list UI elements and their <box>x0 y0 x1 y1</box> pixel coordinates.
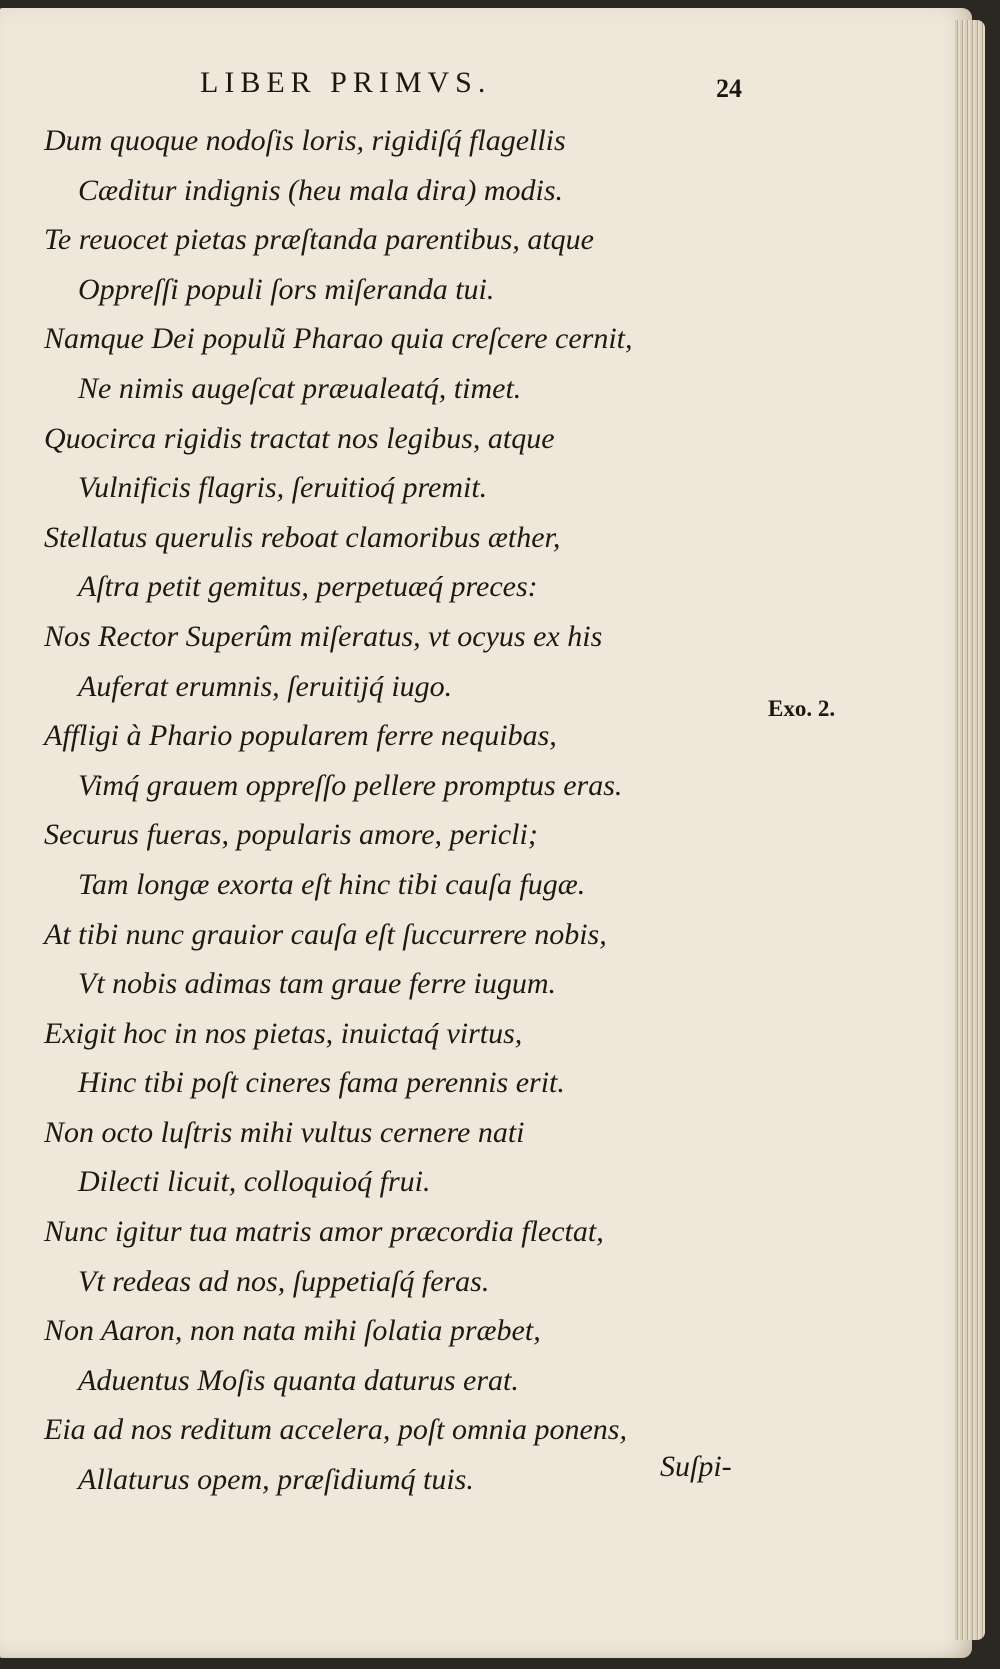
verse-line: Vt nobis adimas tam graue ferre iugum. <box>78 967 557 1001</box>
verse-line: Dilecti licuit, colloquioq́ frui. <box>78 1165 431 1199</box>
verse-line: Securus fueras, popularis amore, pericli; <box>44 818 538 852</box>
verse-text <box>44 116 764 1505</box>
verse-line: Affligi à Phario popularem ferre nequibas, <box>44 719 557 753</box>
verse-line: Exigit hoc in nos pietas, inuictaq́ virtus, <box>44 1016 523 1050</box>
verse-line: Tam longæ exorta eſt hinc tibi cauſa fugæ. <box>78 867 586 901</box>
verse-line: Non octo luſtris mihi vultus cernere nati <box>44 1115 525 1149</box>
verse-line: Namque Dei populũ Pharao quia creſcere cernit, <box>44 322 633 356</box>
verse-line: Cæditur indignis (heu mala dira) modis. <box>78 173 564 207</box>
verse-line: Non Aaron, non nata mihi ſolatia præbet, <box>44 1314 541 1348</box>
book-page <box>0 8 972 1658</box>
verse-line: Stellatus querulis reboat clamoribus æther, <box>44 520 561 554</box>
verse-line: Dum quoque nodoſis loris, rigidiſq́ flagellis <box>44 124 566 157</box>
verse-line: Quocirca rigidis tractat nos legibus, atque <box>44 421 555 455</box>
marginal-note: Exo. 2. <box>768 696 836 721</box>
verse-line: Aſtra petit gemitus, perpetuæq́ preces: <box>78 570 538 604</box>
verse-line: At tibi nunc grauior cauſa eſt ſuccurrere nobis, <box>44 917 607 951</box>
verse-line: Auferat erumnis, ſeruitijq́ iugo. <box>78 669 453 703</box>
verse-line: Nunc igitur tua matris amor præcordia flectat, <box>44 1215 604 1249</box>
verse-line: Nos Rector Superûm miſeratus, vt ocyus ex his <box>44 619 603 653</box>
page-number: 24 <box>716 74 742 103</box>
verse-line: Hinc tibi poſt cineres fama perennis erit. <box>78 1066 565 1100</box>
page-header <box>0 66 972 106</box>
verse-line: Ne nimis augeſcat præualeatq́, timet. <box>78 371 522 405</box>
verse-line: Vimq́ grauem oppreſſo pellere promptus eras. <box>78 768 623 802</box>
page-edge <box>955 20 985 1640</box>
verse-line: Te reuocet pietas præſtanda parentibus, atque <box>44 223 594 257</box>
running-head: LIBER PRIMVS. <box>200 66 492 99</box>
verse-line: Vt redeas ad nos, ſuppetiaſq́ feras. <box>78 1264 490 1298</box>
verse-line: Aduentus Moſis quanta daturus erat. <box>78 1363 519 1397</box>
catchword: Suſpi- <box>660 1450 732 1483</box>
verse-line: Oppreſſi populi ſors miſeranda tui. <box>78 272 495 306</box>
verse-line: Vulnificis flagris, ſeruitioq́ premit. <box>78 471 488 505</box>
verse-line: Allaturus opem, præſidiumq́ tuis. <box>78 1463 474 1497</box>
verse-line: Eia ad nos reditum accelera, poſt omnia ponens, <box>44 1413 627 1447</box>
